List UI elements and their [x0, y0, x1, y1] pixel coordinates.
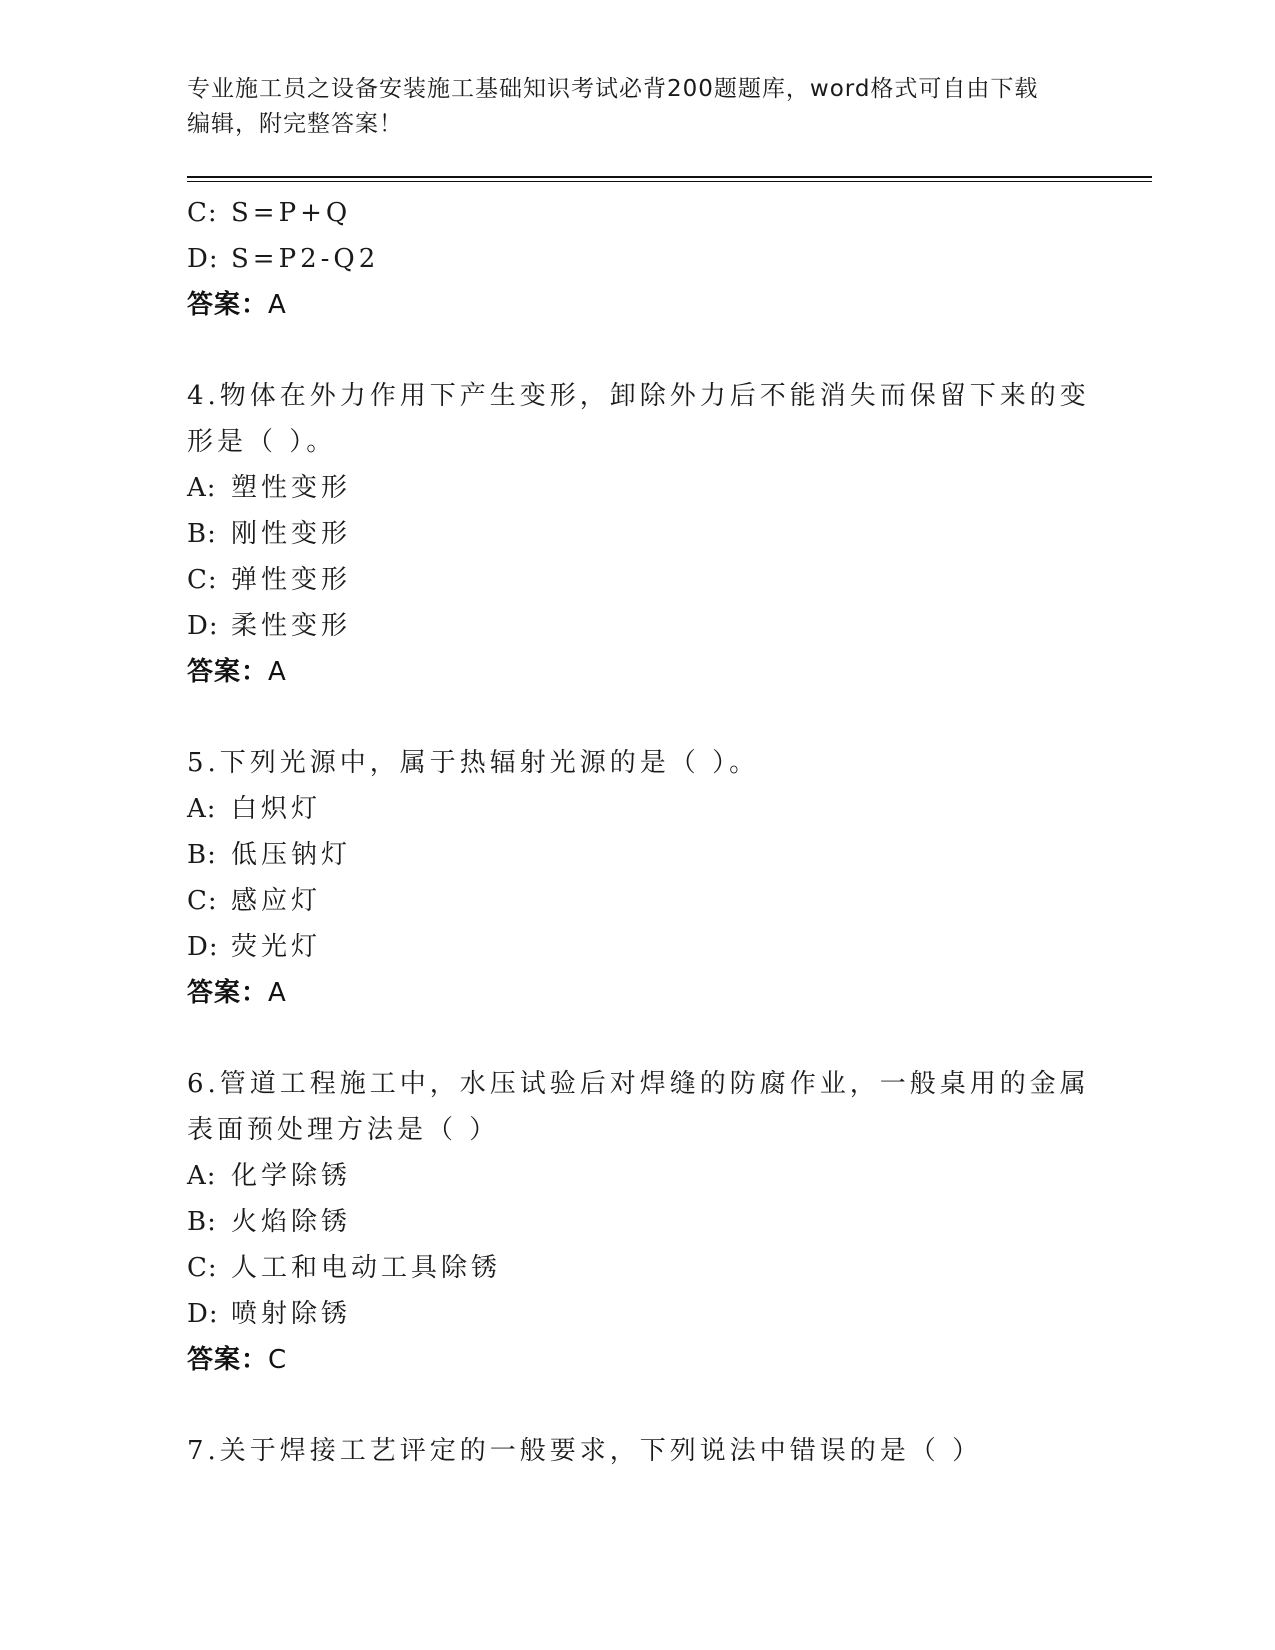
question-6: [187, 1061, 1090, 1383]
answer-line: 答案：A: [187, 978, 287, 1008]
header-divider-thin: [187, 181, 1152, 182]
header-divider: [187, 176, 1152, 178]
option-b: B: 刚性变形: [187, 519, 352, 549]
option-b: B: 低压钠灯: [187, 840, 352, 870]
option-c: C: 感应灯: [187, 886, 322, 916]
option-a: A: 白炽灯: [187, 794, 322, 824]
answer-line: 答案：A: [187, 290, 287, 320]
option-c: C: 人工和电动工具除锈: [187, 1253, 502, 1283]
option-a: A: 化学除锈: [187, 1161, 352, 1191]
question-stem: 6.管道工程施工中，水压试验后对焊缝的防腐作业，一般桌用的金属: [187, 1069, 1090, 1099]
header-line-1: 专业施工员之设备安装施工基础知识考试必背200题题库，word格式可自由下载: [187, 76, 1039, 102]
option-d: D: 柔性变形: [187, 611, 352, 641]
question-partial: [187, 190, 1067, 328]
option-c: C: 弹性变形: [187, 565, 352, 595]
question-stem: 5.下列光源中，属于热辐射光源的是（ ）。: [187, 748, 760, 778]
question-4: [187, 373, 1090, 695]
answer-line: 答案：C: [187, 1345, 288, 1375]
option-d: D: 荧光灯: [187, 932, 322, 962]
question-7: [187, 1428, 1067, 1474]
question-stem: 形是（ ）。: [187, 427, 337, 457]
answer-line: 答案：A: [187, 657, 287, 687]
option-d: D: S=P2-Q2: [187, 244, 380, 274]
question-stem: 7.关于焊接工艺评定的一般要求，下列说法中错误的是（ ）: [187, 1436, 983, 1466]
option-c: C: S=P+Q: [187, 198, 352, 228]
option-a: A: 塑性变形: [187, 473, 352, 503]
question-5: [187, 740, 1067, 1016]
option-b: B: 火焰除锈: [187, 1207, 352, 1237]
question-stem: 表面预处理方法是（ ）: [187, 1115, 500, 1145]
question-stem: 4.物体在外力作用下产生变形，卸除外力后不能消失而保留下来的变: [187, 381, 1090, 411]
question-list: [187, 190, 1090, 1474]
document-header: [187, 72, 1067, 142]
option-d: D: 喷射除锈: [187, 1299, 352, 1329]
header-line-2: 编辑，附完整答案！: [187, 111, 403, 137]
